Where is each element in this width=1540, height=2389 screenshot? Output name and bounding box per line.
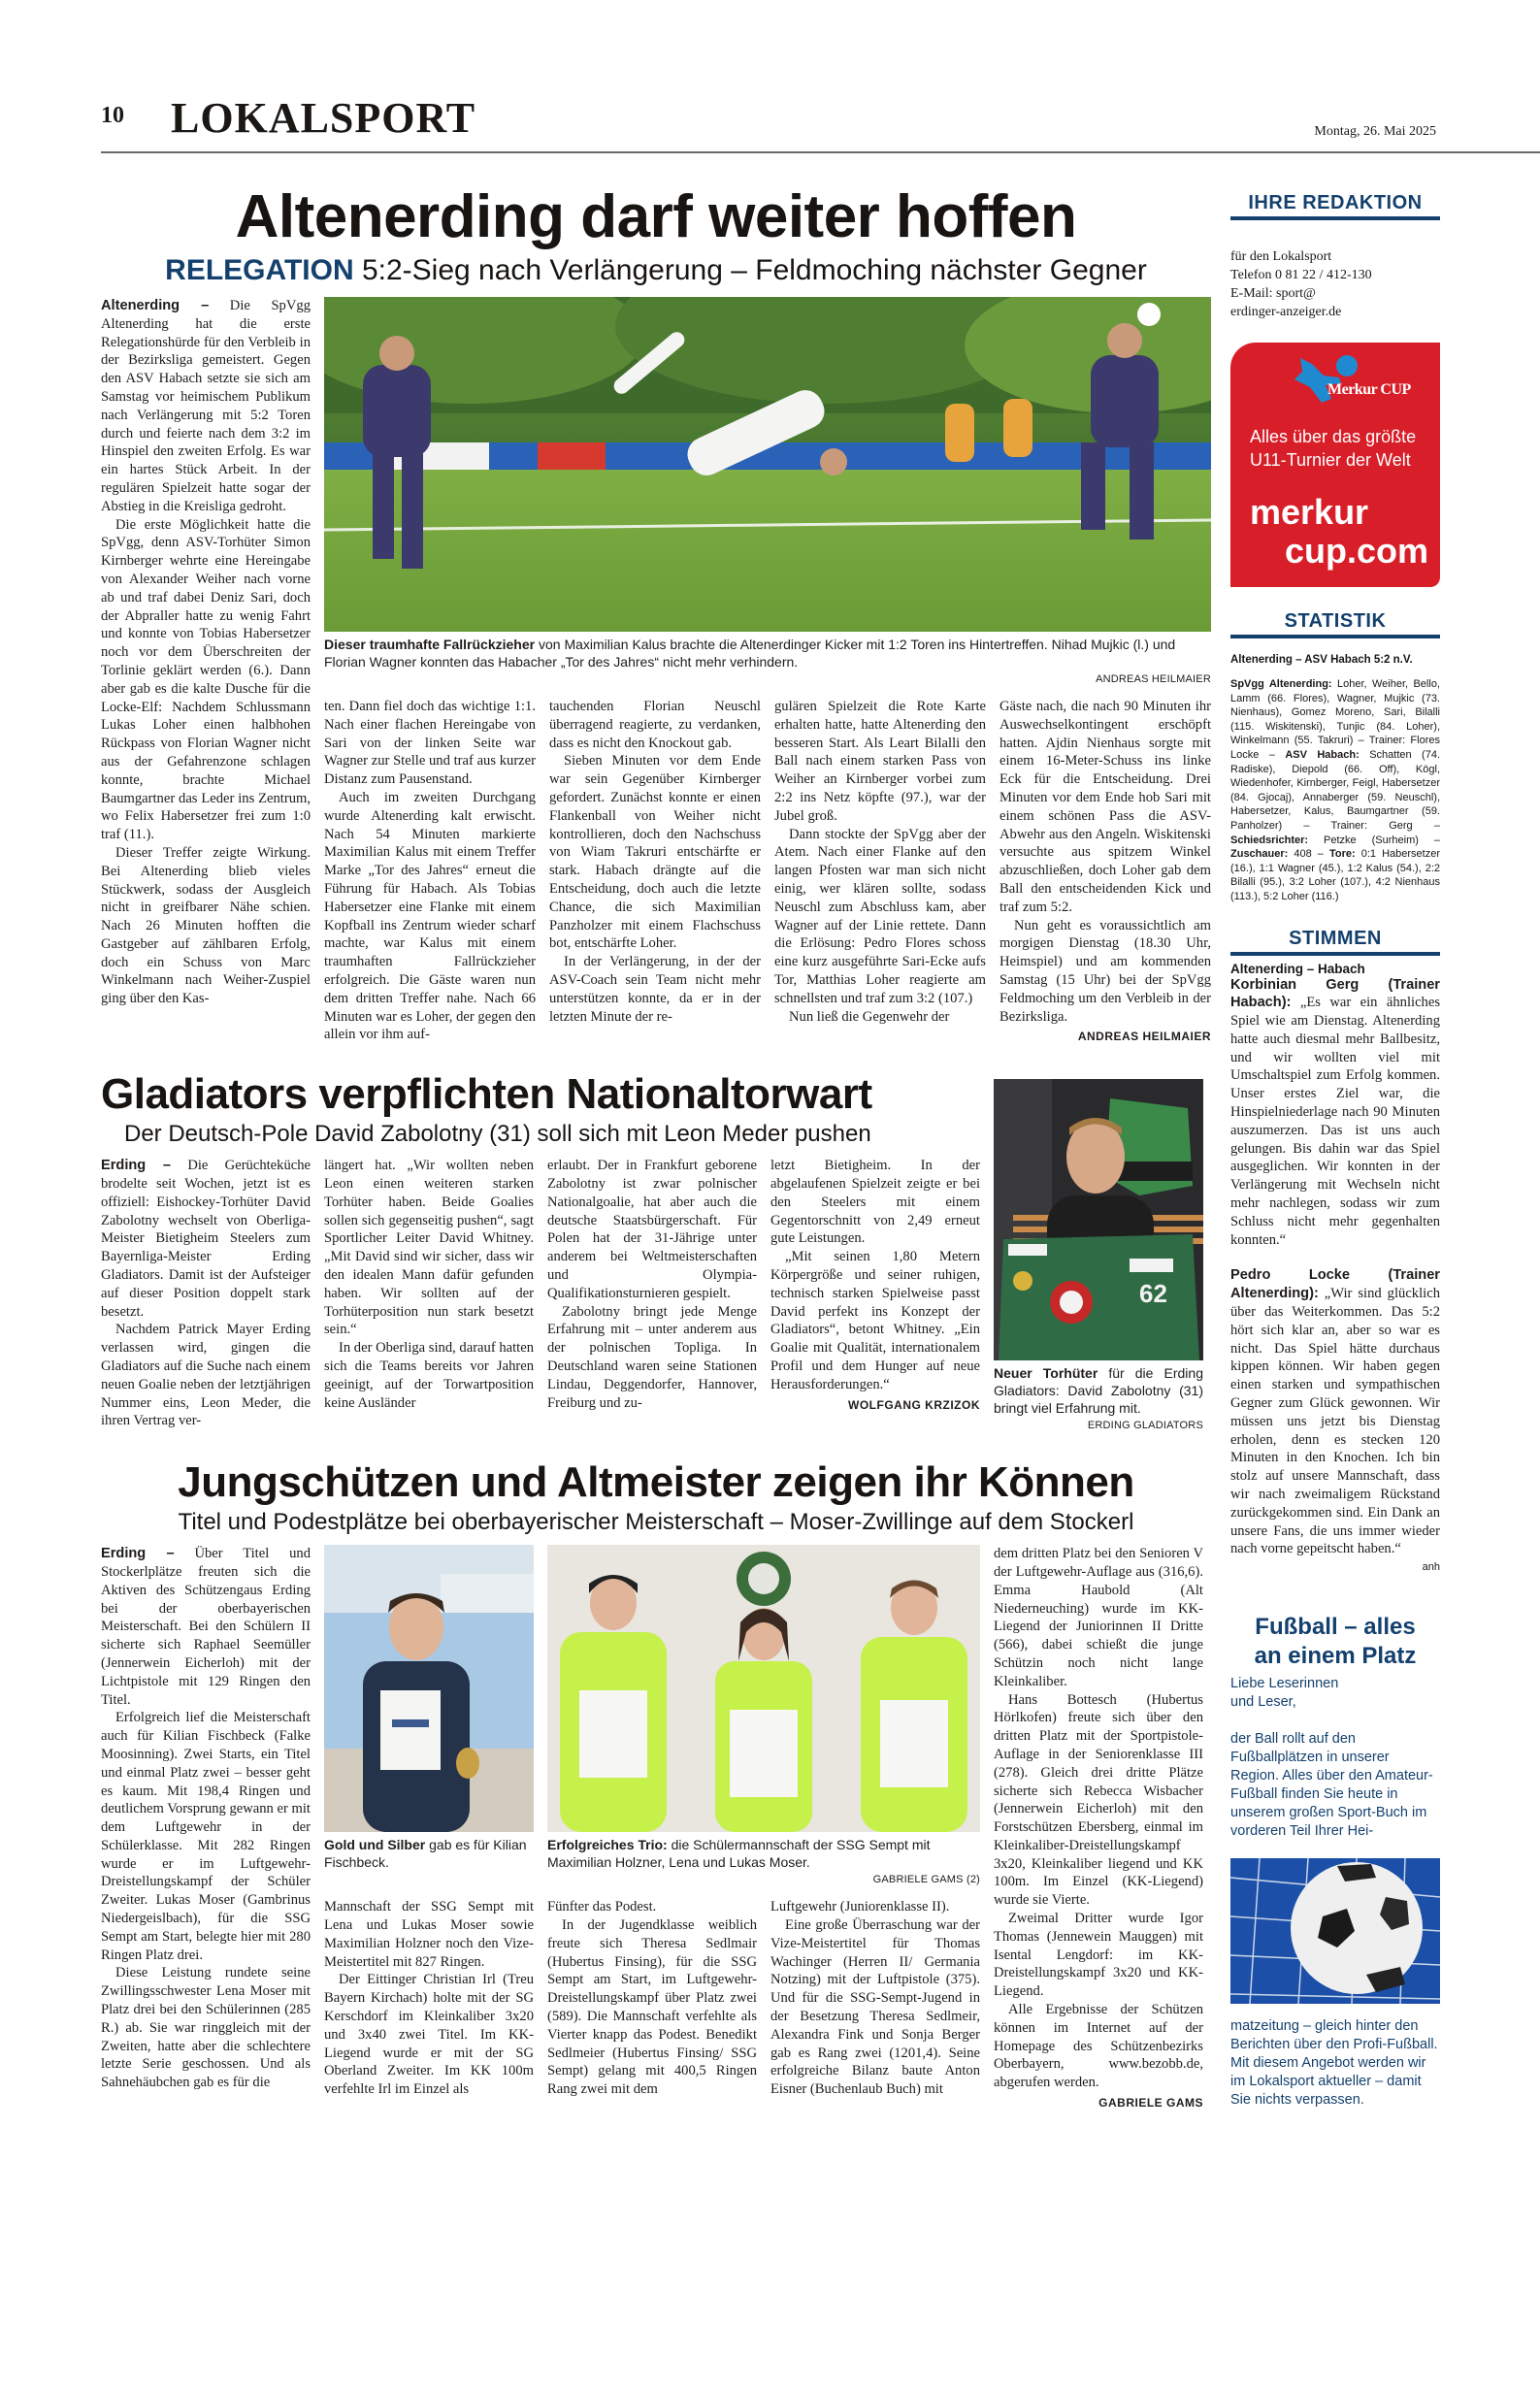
page-number: 10 [101, 103, 124, 128]
paragraph: ten. Dann fiel doch das wichtige 1:1. Nach einer flachen Hereingabe von Sari von der linken Seite war Wagner zur Stelle und traf aus kurzer Distanz zum Pausenstand. [324, 699, 536, 788]
crowd-label: Zuschauer: [1230, 848, 1289, 861]
stimmen-title: STIMMEN [1230, 928, 1440, 956]
paragraph: Sieben Minuten vor dem Ende war sein Gegenüber Kirnberger gefordert. Zunächst konnte er einen Flankenball von Weiher nicht kontrollieren, doch den Nachschuss von Wiam Takruri entschärfte er stark. Habach drängte auf die Entscheidung, doch auch die letzte Chance, die sich Maximilian Panzholzer mit einem Flachschuss bot, entschärfte Loher. [549, 753, 761, 952]
paragraph: Nachdem Patrick Mayer Erding verlassen wird, gingen die Gladiators auf die Suche nach einem neuen Goalie neben der letztjährigen Nummer eins, Leon Meder, die ihren Vertrag ver- [101, 1322, 311, 1429]
article2-photo-block [994, 1079, 1203, 1434]
article3-photo2-block [547, 1545, 980, 1888]
redaktion-email-domain[interactable]: erdinger-anzeiger.de [1230, 305, 1342, 319]
article3-lower-columns [324, 1898, 980, 2099]
football-match-image [324, 297, 1211, 632]
merkur-cup-ad[interactable] [1230, 343, 1440, 587]
article1-photo-caption [324, 636, 1211, 688]
referee-label: Schiedsrichter: [1230, 834, 1309, 846]
article1-column-4 [774, 698, 986, 1046]
photo-credit: GABRIELE GAMS (2) [872, 1874, 980, 1886]
promo-title-2: an einem Platz [1254, 1643, 1417, 1670]
sidebar-promo [1230, 1613, 1440, 2110]
boy-with-certificate-image [324, 1545, 534, 1832]
caption-text: für die Erding Gladiators: David Zabolotny (31) bringt viel Erfahrung mit. [994, 1365, 1203, 1417]
article2-column-1 [101, 1157, 311, 1434]
article2 [101, 1069, 1211, 1434]
promo-text-2: matzeitung – gleich hinter den Berichten über den Profi-Fußball. Mit diesem Angebot werden wir im Lokalsport aktueller – damit Sie nichts verpassen. [1230, 2018, 1438, 2109]
jersey-number: 62 [1139, 1279, 1167, 1309]
paragraph: Erfolgreich lief die Meisterschaft auch für Kilian Fischbeck (Falke Moosinning). Zwei Starts, ein Titel und einmal Platz zwei – besser geht es kaum. Mit 198,4 Ringen und deutlichem Vorsprung gewann er mit dem Luftgewehr in der Schülerklasse. Mit 282 Ringen wurde er im Luftgewehr-Dreistellungskampf der Schüler Zweiter. Lukas Moser (Gambrinus Niedergeislbach), für die SSG Sempt am Start, belegte hier mit 280 Ringen Platz drei. [101, 1710, 311, 1963]
article3-middle-block [324, 1545, 980, 2112]
paragraph: Gäste nach, die nach 90 Minuten ihr Auswechselkontingent erschöpft hatten. Ajdin Nienhaus sorgte mit einem 16-Meter-Schuss ins linke Eck für die Entscheidung. Drei Minuten vor dem Ende hob Sari mit einem schönen Pass die ASV-Abwehr aus den Angeln. Wiskitenski versuchte aus spitzem Winkel abzuschließen, doch Loher gab dem Ball den entscheidenden Kick und traf zum 5:2. [999, 699, 1211, 915]
goalie-jersey-image [994, 1079, 1203, 1360]
paragraph: Diese Leistung rundete seine Zwillingsschwester Lena Moser mit Platz drei bei den Schülerinnen (285 R.) ab. Sie war ringgleich mit der Zweiten, hatte aber die schlechtere letzte Serie geschossen. Und als Sahnehäubchen gab es für die [101, 1965, 311, 2091]
article1-column-5 [999, 698, 1211, 1046]
stimmen-author: anh [1422, 1561, 1440, 1574]
merkur-cup-logo-text: Merkur CUP [1327, 381, 1411, 398]
stimmen-quote-1 [1230, 976, 1440, 1250]
quote-2: „Wir sind glücklich über das Weiterkommen. Das 5:2 hört sich klar an, aber so war es nicht. Das Spiel hätte durchaus kippen können. Wir haben gegen einen starken und sympathischen Gegner zum Glück gewonnen. Wir müssen uns jetzt bis Dienstag erholen, denn es stecken 120 Minuten in den Knochen. Ich bin stolz auf unsere Mannschaft, dass wir nach zweimaligem Rückstand zurückgekommen sind. Ein Dank an unsere Fans, die uns immer wieder nach vorne gepeitscht haben.“ [1230, 1286, 1440, 1557]
page-layout [101, 182, 1440, 2136]
article2-subhead: Der Deutsch-Pole David Zabolotny (31) soll sich mit Leon Meder pushen [124, 1121, 871, 1148]
article3-photo1-block [324, 1545, 534, 1888]
article2-column-4 [770, 1157, 980, 1434]
article3-body [101, 1545, 1211, 2112]
article3-photo-trio [547, 1545, 980, 1832]
shooting-team-trio-image [547, 1545, 980, 1832]
issue-date: Montag, 26. Mai 2025 [1314, 124, 1436, 139]
paragraph: längert hat. „Wir wollten neben Leon einen weiteren starken Torhüter haben. Beide Goalies sollen sich gegenseitig pushen“, sagt Sportlicher Leiter David Whitney. „Mit David sind wir sicher, dass wir den idealen Mann dafür gefunden haben. Wir sollten auf der Torhüterposition nun stark besetzt sein.“ [324, 1158, 534, 1338]
sidebar-redaktion [1230, 192, 1440, 321]
paragraph: tauchenden Florian Neuschl überragend reagierte, zu verdanken, dass es nicht den Knockout gab. [549, 699, 761, 751]
article2-column-2 [324, 1157, 534, 1434]
sidebar-stimmen [1230, 928, 1440, 1575]
paragraph: Alle Ergebnisse der Schützen können im Internet auf der Homepage des Schützenbezirks Oberbayern, www.bezobb.de, abgerufen werden. [994, 2002, 1203, 2091]
redaktion-title: IHRE REDAKTION [1230, 192, 1440, 220]
promo-greeting-2: und Leser, [1230, 1694, 1296, 1711]
article2-headline: Gladiators verpflichten Nationaltorwart [101, 1070, 872, 1119]
article3-headline: Jungschützen und Altmeister zeigen ihr Können [178, 1458, 1134, 1507]
paragraph: In der Jugendklasse weiblich freute sich Theresa Sedlmair (Hubertus Finsing), für die SSG Sempt am Start, im Luftgewehr-Dreistellungskampf über Platz zwei (589). Die Mannschaft verfehlte als Vierter knapp das Podest. Benedikt Sedlmeier (Hubertus Finsing/ SSG Sempt) gelang mit 400,5 Ringen Rang zwei mit dem [547, 1916, 757, 2098]
paragraph: Nun geht es voraussichtlich am morgigen Dienstag (18.30 Uhr, Heimspiel) und am kommenden Samstag (15 Uhr) bei der SpVgg Feldmoching um den Verbleib in der Bezirksliga. [999, 917, 1211, 1025]
paragraph: Die SpVgg Altenerding hat die erste Relegationshürde für den Verbleib in der Bezirksliga gemeistert. Gegen den ASV Habach setzte sie sich am Samstag vor heimischem Publikum nach Verlängerung mit 5:2 Toren durch und feierte nach dem 3:2 im Hinspiel den zweiten Erfolg. Es war ein hartes Stück Arbeit. In der regulären Spielzeit hatte sogar der Abstieg in die Kreisliga gedroht. [101, 298, 311, 514]
statistik-title: STATISTIK [1230, 610, 1440, 638]
paragraph: In der Verlängerung, in der der ASV-Coach sein Team nicht mehr unterstützen konnte, da er in der letzten Minute der re- [549, 954, 761, 1025]
sidebar-statistik [1230, 610, 1440, 904]
article2-dateline: Erding – [101, 1158, 172, 1174]
caption-text: die Schülermannschaft der SSG Sempt mit Maximilian Holzner, Lena und Lukas Moser. [547, 1837, 931, 1871]
paragraph: Zabolotny bringt jede Menge Erfahrung mit – unter anderem aus der polnischen Topliga. In Deutschland waren seine Stationen Lindau, Deggendorfer, Hannover, Freiburg und zu- [547, 1303, 757, 1411]
paragraph: Dieser Treffer zeigte Wirkung. Bei Altenerding blieb vieles Stückwerk, sodass der Ausgleich nicht in greifbarer Nähe schien. Nach 26 Minuten hofften die Gastgeber auf zählbaren Erfolg, doch ein Schuss von Marc Winkelmann nach Weiher-Zuspiel ging über den Kas- [101, 844, 311, 1007]
speaker-1: Korbinian Gerg (Trainer Habach): [1230, 976, 1440, 1011]
article2-byline: WOLFGANG KRZIZOK [848, 1397, 980, 1412]
article3-column-3 [547, 1898, 757, 2099]
promo-title-1: Fußball – alles [1255, 1614, 1416, 1641]
article3-dateline: Erding – [101, 1546, 175, 1562]
promo-greeting-1: Liebe Leserinnen [1230, 1676, 1339, 1692]
paragraph: Hans Bottesch (Hubertus Hörlkofen) freute sich über den dritten Platz mit der Sportpistole-Auflage in der Seniorenklasse III (278). Gleich drei dritte Plätze sicherte sich Rebecca Wisbacher (Jennerwein Eicherloh) mit den Forstschützen Ebersberg, einmal im Kleinkaliber-Dreistellungskampf 3x20, Kleinkaliber liegend und KK 100m. Im Einzel (KK-Liegend) wurde sie Vierte. [994, 1691, 1203, 1909]
article1-headline: Altenerding darf weiter hoffen [235, 183, 1077, 250]
paragraph: Luftgewehr (Juniorenklasse II). [770, 1899, 950, 1915]
quote-1: „Es war ein ähnliches Spiel wie am Dienstag. Altenerding hatte auch diesmal mehr Ballbesitz, und wir wollten viel mit Umschaltspiel zum Erfolg kommen. Unser erstes Ziel war, die Hinspielniederlage nach 90 Minuten auszumerzen. Das ist uns auch gelungen. Bis dahin war das Spiel ausgeglichen. Wir konnten in der Verlängerung mit Wechseln nicht mehr nachlegen, sodass wir zum Schluss nicht mehr gegenhalten konnten.“ [1230, 995, 1440, 1248]
football-in-net-image [1230, 1858, 1440, 2004]
article1-subhead-text: 5:2-Sieg nach Verlängerung – Feldmoching nächster Gegner [361, 254, 1147, 286]
paragraph: Fünfter das Podest. [547, 1899, 657, 1915]
caption-bold: Neuer Torhüter [994, 1365, 1098, 1382]
article1 [101, 182, 1211, 1046]
article2-photo-goalie [994, 1079, 1203, 1360]
paragraph: letzt Bietigheim. In der abgelaufenen Spielzeit zeigte er bei den Steelers mit einem Gegentorschnitt von 2,49 erneut gute Leistungen. [770, 1158, 980, 1247]
ad-url-1: merkur [1250, 492, 1369, 532]
paragraph: Mannschaft der SSG Sempt mit Lena und Lukas Moser sowie Maximilian Holzner noch den Vize-Meistertitel mit 827 Ringen. [324, 1899, 534, 1970]
team1-lineup: Loher, Weiher, Bello, Lamm (66. Flores), Wagner, Mujkic (73. Nienhaus), Gomez Moreno, Sari, Bilalli (115. Wiskitenski), Tunjic (84. Loher), Winkelmann (55. Takruri) – Trainer: Flores Locke – [1230, 678, 1440, 761]
ad-text-2: U11-Turnier der Welt [1250, 450, 1411, 470]
sidebar [1230, 182, 1440, 2136]
main-column [101, 182, 1211, 2136]
paragraph: In der Oberliga sind, darauf hatten sich die Teams bereits vor Jahren geeinigt, auf der Torwartposition keine Ausländer [324, 1340, 534, 1411]
article3-column-5 [994, 1545, 1203, 2112]
paragraph: Eine große Überraschung war der Vize-Meistertitel für Thomas Wachinger (Herren II/ Germania Notzing) mit der Luftpistole (375). Und für die SSG-Sempt-Jugend in der Besetzung Theresa Sedlmeir, Alexandra Fink und Sonja Berger gab es Rang zwei (1201,4). Seine erfolgreiche Bilanz baute Anton Eisner (Buchenlaub Buch) mit [770, 1916, 980, 2098]
paragraph: Die Gerüchteküche brodelte seit Wochen, jetzt ist es offiziell: Eishockey-Torhüter David Zabolotny wechselt von Oberliga-Meister Bietigheim Steelers zum Bayernliga-Meister Erding Gladiators. Damit ist der Aufsteiger auf dieser Position doppelt stark besetzt. [101, 1158, 311, 1320]
article3-photo-kilian [324, 1545, 534, 1832]
team2-lineup: Schatten (74. Radiske), Diepold (66. Off), Kögl, Wiedenhofer, Kirnberger, Feigl, Habersetzer (84. Gjocaj), Annaberger (59. Neuschl), Habersetzer, Kalus, Baumgartner (59. Panholzer) – Trainer: Gerg – [1230, 748, 1440, 832]
article1-column-3 [549, 698, 761, 1046]
referee: Petzke (Surheim) – [1308, 834, 1440, 846]
caption-text: gab es für Kilian Fischbeck. [324, 1837, 527, 1871]
team1-label: SpVgg Altenerding: [1230, 678, 1332, 690]
article2-body [101, 1157, 1211, 1434]
article1-photo-football-bicycle-kick [324, 297, 1211, 632]
promo-text-1: der Ball rollt auf den Fußballplätzen in unserer Region. Alles über den Amateur-Fußball finden Sie heute in unserem großen Sport-Buch im vorderen Teil Ihrer Hei- [1230, 1731, 1433, 1840]
article3-column-1 [101, 1545, 311, 2112]
photo-credit: ERDING GLADIATORS [1087, 1420, 1203, 1432]
article1-kicker: RELEGATION [165, 254, 354, 286]
article3-column-4 [770, 1898, 980, 2099]
team2-label: ASV Habach: [1285, 748, 1360, 761]
statistik-match: Altenerding – ASV Habach 5:2 n.V. [1230, 654, 1413, 666]
article2-photo-caption [994, 1364, 1203, 1434]
article3 [101, 1457, 1211, 2112]
section-title: LOKALSPORT [171, 94, 476, 142]
ad-url-2: cup.com [1285, 531, 1429, 571]
paragraph: Über Titel und Stockerlplätze freuten sich die Aktiven des Schützengaus Erding bei der oberbayerischen Meisterschaft. Bei den Schülern II sicherte sich Raphael Seemüller (Jennerwein Eicherloh) mit der Lichtpistole mit 129 Ringen den Titel. [101, 1546, 311, 1708]
paragraph: dem dritten Platz bei den Senioren V der Luftgewehr-Auflage aus (316,6). Emma Haubold (Alt Niederneuching) wurde im KK-Liegend der Juniorinnen II Dritte (566), dabei schießt die junge Schützin noch nicht lange Kleinkaliber. [994, 1546, 1203, 1689]
redaktion-phone: Telefon 0 81 22 / 412-130 [1230, 268, 1372, 282]
stimmen-quote-2 [1230, 1266, 1440, 1558]
article1-lower-columns [324, 698, 1211, 1046]
paragraph: Zweimal Dritter wurde Igor Thomas (Jennewein Mauggen) mit Isental Lengdorf: im KK-Dreistellungskampf 3x20 und KK-Liegend. [994, 1911, 1203, 2000]
photo-credit: ANDREAS HEILMAIER [1096, 673, 1211, 685]
paragraph: Dann stockte der SpVgg aber der Atem. Nach einer Flanke auf den langen Pfosten war man sich nicht einig, wer klären sollte, sodass Neuschl zum Abschluss kam, aber Wagner auf der Linie rettete. Dann die Erlösung: Pedro Flores schoss eine kurz ausgeführte Sari-Ecke aufs Tor, Matthias Loher reagierte am schnellsten und traf zum 3:2 (107.) [774, 826, 986, 1006]
article2-column-3 [547, 1157, 757, 1434]
article1-column-1 [101, 297, 311, 1046]
paragraph: erlaubt. Der in Frankfurt geborene Zabolotny ist zwar polnischer Nationalgoalie, hat aber auch die deutsche Staatsbürgerschaft. Für Polen hat der 31-Jährige unter anderem bei Weltmeisterschaften und Olympia-Qualifikationsturnieren gespielt. [547, 1158, 757, 1301]
article3-photo2-caption [547, 1836, 980, 1888]
paragraph: Nun ließ die Gegenwehr der [789, 1008, 950, 1025]
paragraph: Auch im zweiten Durchgang wurde Altenerding kalt erwischt. Nach 54 Minuten markierte Maximilian Kalus mit einem Treffer Marke „Tor des Jahres“ erneut die Führung für Habach. Als Tobias Habersetzer eine Flanke mit einem Kopfball ins Zentrum wieder scharf machte, war Kalus mit einem traumhaften Fallrückzieher erfolgreich. Die Gäste waren nun dem dritten Treffer nahe. Nach 66 Minuten war es Loher, der gegen den allein vor ihm auf- [324, 789, 536, 1043]
stimmen-match: Altenerding – Habach [1230, 961, 1365, 976]
article1-byline: ANDREAS HEILMAIER [1077, 1030, 1211, 1044]
article1-body [101, 297, 1211, 1046]
article3-photo1-caption [324, 1836, 534, 1871]
article3-column-2 [324, 1898, 534, 2099]
paragraph: Die erste Möglichkeit hatte die SpVgg, denn ASV-Torhüter Simon Kirnberger wehrte eine Hereingabe von Alexander Weiher nach vorne ab und traf dabei Deniz Sari, doch der Abpraller hatte zu wenig Fahrt und konnte von Tobias Habersetzer noch vor dem Überschreiten der Torlinie geklärt werden (6.). Dann aber gab es die kalte Dusche für die Locke-Elf: Nachdem Schlussmann Lukas Loher einen halbhohen Rückpass von Florian Wagner nicht aus der Gefahrenzone schlagen konnte, brachte Michael Baumgartner das Leder ins Zentrum, wo Felix Habersetzer frei zum 1:0 traf (11.). [101, 516, 311, 843]
article1-right-block [324, 297, 1211, 1046]
redaktion-line: für den Lokalsport [1230, 249, 1332, 264]
masthead [101, 91, 1540, 153]
statistik-lineups [1230, 677, 1440, 904]
goals: 0:1 Habersetzer (16.), 1:1 Wagner (45.), 1:2 Kalus (54.), 2:2 Bilalli (95.), 3:2 Loher (107.), 4:2 Nienhaus (113.), 5:2 Loher (116.) [1230, 848, 1440, 902]
article1-dateline: Altenerding – [101, 298, 210, 313]
caption-bold: Erfolgreiches Trio: [547, 1837, 668, 1853]
paragraph: „Mit seinen 1,80 Metern Körpergröße und seiner ruhigen, technisch starken Spielweise passt David perfekt ins Konzept der Gladiators“, betont Whitney. „Ein Goalie mit Qualität, internationalem Profil und dem Hunger auf neue Herausforderungen.“ [770, 1249, 980, 1392]
article3-subhead: Titel und Podestplätze bei oberbayerischer Meisterschaft – Moser-Zwillinge auf dem Stockerl [178, 1509, 1134, 1536]
redaktion-email-label: E-Mail: sport@ [1230, 286, 1316, 301]
goals-label: Tore: [1328, 848, 1356, 861]
article1-column-2 [324, 698, 536, 1046]
article1-subhead [101, 252, 1211, 289]
crowd: 408 – [1288, 848, 1329, 861]
caption-text: von Maximilian Kalus brachte die Altenerdinger Kicker mit 1:2 Toren ins Hintertreffen. Nihad Mujkic (l.) und Florian Wagner konnten das Habacher „Tor des Jahres“ nicht mehr verhindern. [324, 637, 1176, 670]
article3-photos [324, 1545, 980, 1888]
ad-text-1: Alles über das größte [1250, 427, 1417, 446]
speaker-2: Pedro Locke (Trainer Altenerding): [1230, 1267, 1440, 1302]
article3-byline: GABRIELE GAMS [1098, 2096, 1203, 2111]
paragraph: Der Eittinger Christian Irl (Treu Bayern Kirchach) holte mit der SG Kerschdorf im Kleinkaliber 3x20 und 3x40 zwei Titel. Im KK-Liegend wurde er mit der SG Oberland Zweiter. Im KK 100m verfehlte Irl im Einzel als [324, 1972, 534, 2098]
paragraph: gulären Spielzeit die Rote Karte erhalten hatte, hatte Altenerding den besseren Start. Als Leart Bilalli den Ball nach einem starken Pass von Weiher an Kirnberger vorbei zum 2:2 ins Netz köpfte (97.), war der Jubel groß. [774, 699, 986, 824]
caption-bold: Dieser traumhafte Fallrückzieher [324, 637, 536, 652]
caption-bold: Gold und Silber [324, 1837, 426, 1853]
